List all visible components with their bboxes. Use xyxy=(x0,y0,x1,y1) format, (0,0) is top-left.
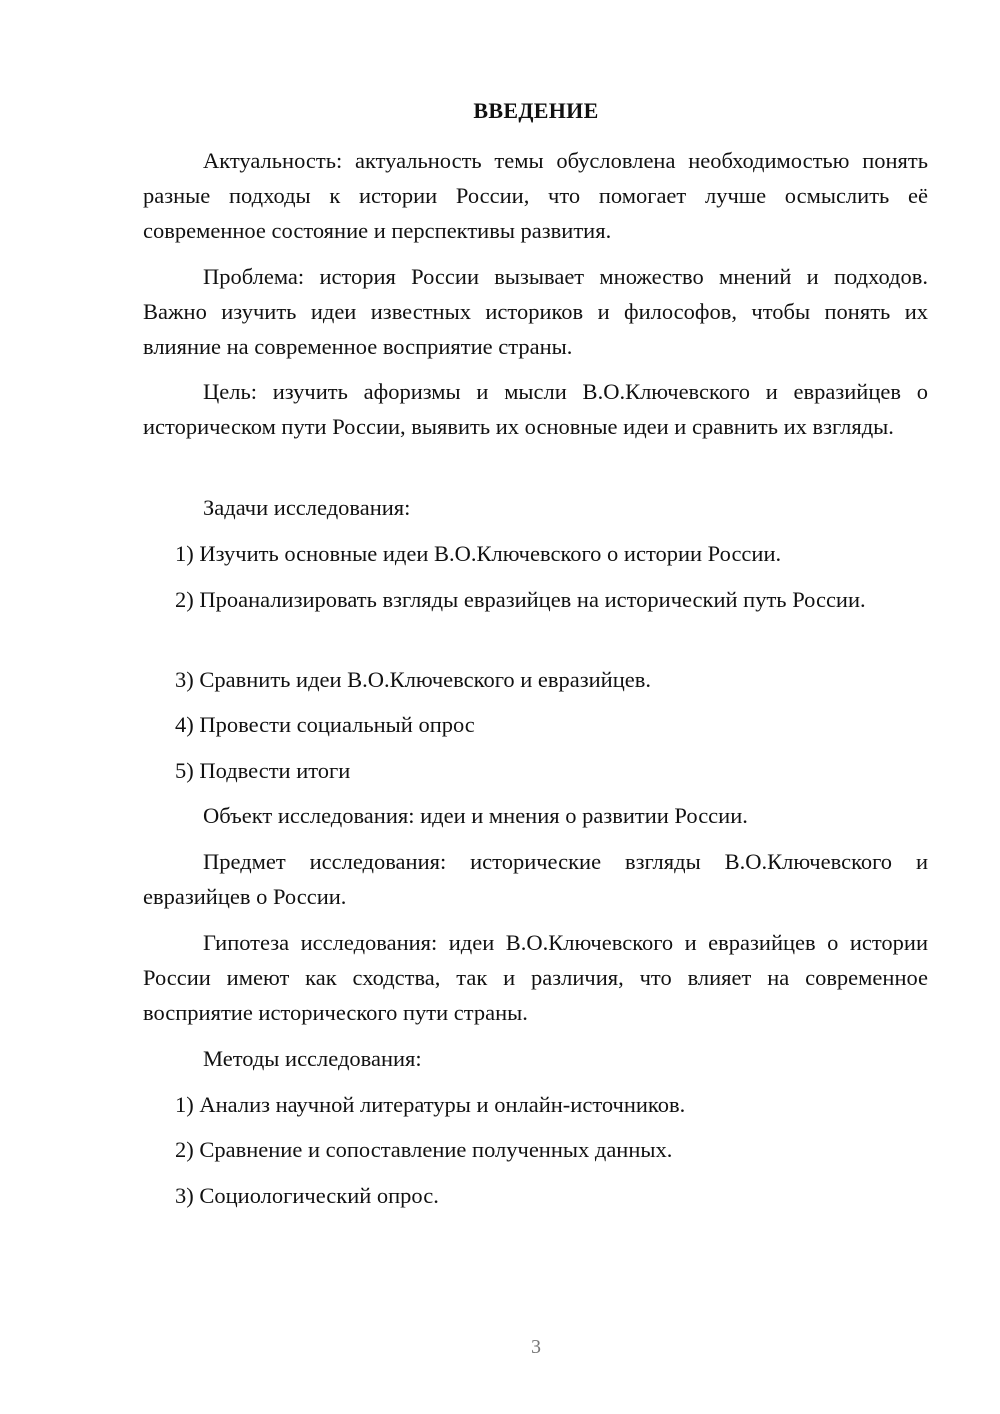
tasks-heading: Задачи исследования: xyxy=(203,495,411,520)
methods-heading: Методы исследования: xyxy=(203,1046,422,1071)
method-item-1: 1) Анализ научной литературы и онлайн-источников. xyxy=(175,1092,686,1117)
page-title: ВВЕДЕНИЕ xyxy=(473,98,599,123)
method-item-2: 2) Сравнение и сопоставление полученных данных. xyxy=(175,1137,673,1162)
method-item-3: 3) Социологический опрос. xyxy=(175,1183,439,1208)
task-item-2: 2) Проанализировать взгляды евразийцев на исторический путь России. xyxy=(175,587,866,612)
task-item-1: 1) Изучить основные идеи В.О.Ключевского о истории России. xyxy=(175,541,782,566)
problem-paragraph: Проблема: история России вызывает множество мнений и подходов. Важно изучить идеи известных историков и философов, чтобы понять их влияние на современное восприятие страны. xyxy=(143,264,928,359)
hypothesis-paragraph: Гипотеза исследования: идеи В.О.Ключевского и евразийцев о истории России имеют как сходства, так и различия, что влияет на современное восприятие исторического пути страны. xyxy=(143,930,928,1025)
task-item-3: 3) Сравнить идеи В.О.Ключевского и евразийцев. xyxy=(175,667,651,692)
subject-paragraph: Предмет исследования: исторические взгляды В.О.Ключевского и евразийцев о России. xyxy=(143,849,928,909)
task-item-5: 5) Подвести итоги xyxy=(175,758,351,783)
task-item-4: 4) Провести социальный опрос xyxy=(175,712,475,737)
page-number: 3 xyxy=(531,1336,541,1358)
goal-paragraph: Цель: изучить афоризмы и мысли В.О.Ключевского и евразийцев о историческом пути России, выявить их основные идеи и сравнить их взгляды. xyxy=(143,379,928,439)
relevance-paragraph: Актуальность: актуальность темы обусловлена необходимостью понять разные подходы к истории России, что помогает лучше осмыслить её современное состояние и перспективы развития. xyxy=(143,148,928,243)
object-paragraph: Объект исследования: идеи и мнения о развитии России. xyxy=(203,803,748,828)
